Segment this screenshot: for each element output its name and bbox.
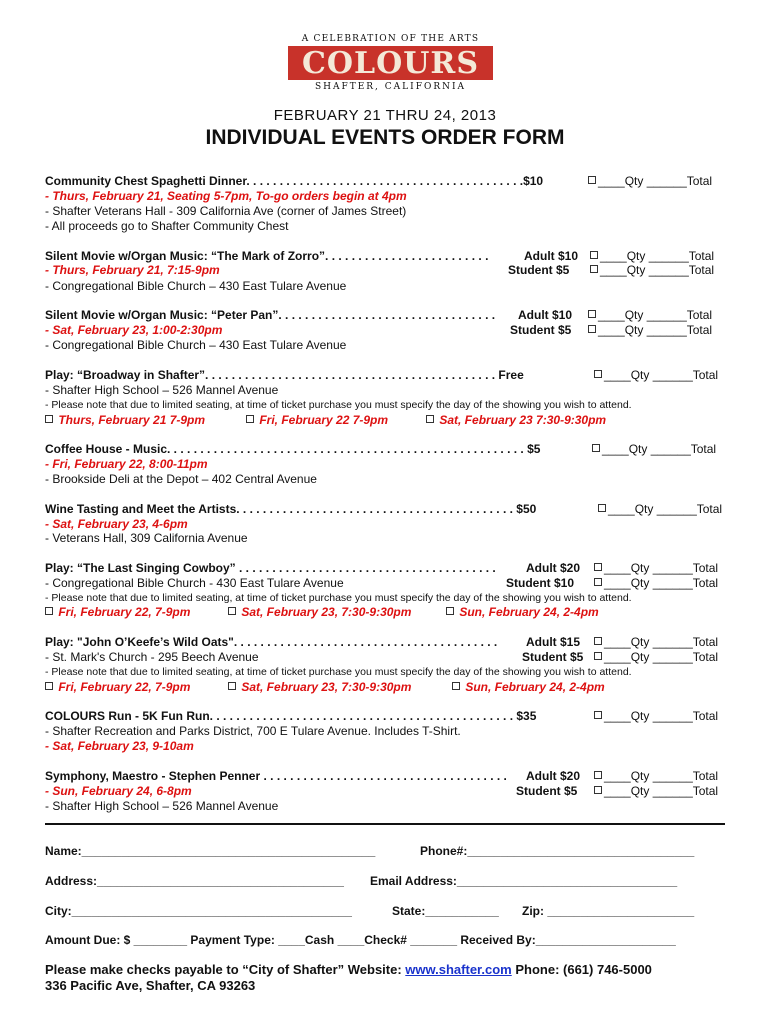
option-label: Sun, February 24, 2-4pm: [465, 680, 605, 694]
website-link[interactable]: www.shafter.com: [405, 962, 512, 977]
checkbox[interactable]: [594, 578, 602, 586]
qty-total-field[interactable]: [590, 249, 714, 263]
zip-field[interactable]: Zip: ______________________: [522, 904, 695, 918]
checkbox[interactable]: [588, 310, 596, 318]
adult-price: Adult $20: [526, 561, 581, 575]
checkbox[interactable]: [588, 325, 596, 333]
student-price: Student $5: [522, 650, 584, 664]
checkbox[interactable]: [588, 176, 596, 184]
city-field[interactable]: City:__________________________________________: [45, 904, 352, 918]
showing-option[interactable]: [446, 605, 599, 619]
checkbox[interactable]: [594, 786, 602, 794]
qty-label: ____Qty ______Total: [600, 249, 715, 263]
event-name: Play: "John O’Keefe’s Wild Oats". . . . . . . . . . . . . . . . . . . . . . . . . . . . . . . . . . . . . . . .: [45, 635, 498, 649]
checkbox[interactable]: [452, 682, 460, 690]
checkbox[interactable]: [594, 370, 602, 378]
event-date: - Sat, February 23, 9-10am: [45, 739, 194, 753]
event-venue: - Veterans Hall, 309 California Avenue: [45, 531, 248, 545]
event-name: Community Chest Spaghetti Dinner. . . . . . . . . . . . . . . . . . . . . . . . . . . . . . . . . . . . . . . . . .$10: [45, 174, 544, 188]
qty-label: ____Qty ______Total: [604, 769, 719, 783]
event-venue: - Congregational Bible Church - 430 East Tulare Avenue: [45, 576, 344, 590]
qty-total-field[interactable]: [594, 709, 718, 723]
qty-total-field[interactable]: [594, 784, 718, 798]
student-price: Student $5: [510, 323, 572, 337]
student-price: Student $5: [508, 263, 570, 277]
qty-total-field[interactable]: [598, 502, 722, 516]
qty-label: ____Qty ______Total: [598, 308, 713, 322]
qty-label: ____Qty ______Total: [600, 263, 715, 277]
email-field[interactable]: Email Address:_________________________________: [370, 874, 678, 888]
event-venue: - Congregational Bible Church – 430 East Tulare Avenue: [45, 279, 347, 293]
page-title: INDIVIDUAL EVENTS ORDER FORM: [205, 126, 565, 149]
option-label: Sat, February 23, 7:30-9:30pm: [241, 605, 412, 619]
checkbox[interactable]: [446, 607, 454, 615]
event-dates: FEBRUARY 21 THRU 24, 2013: [273, 107, 497, 124]
qty-label: ____Qty ______Total: [604, 784, 719, 798]
mailing-address: 336 Pacific Ave, Shafter, CA 93263: [45, 978, 256, 993]
adult-price: Adult $15: [526, 635, 581, 649]
colours-logo: [288, 34, 493, 92]
checkbox[interactable]: [45, 607, 53, 615]
qty-total-field[interactable]: [594, 368, 718, 382]
divider: [45, 823, 725, 825]
event-venue: - Shafter High School – 526 Mannel Avenue: [45, 383, 279, 397]
seating-note: - Please note that due to limited seating, at time of ticket purchase you must specify the day of the showing you wish to attend.: [45, 592, 632, 604]
seating-note: - Please note that due to limited seating, at time of ticket purchase you must specify the day of the showing you wish to attend.: [45, 666, 632, 678]
checkbox[interactable]: [426, 415, 434, 423]
qty-total-field[interactable]: [594, 650, 718, 664]
qty-label: ____Qty ______Total: [604, 368, 719, 382]
showing-option[interactable]: [426, 413, 606, 427]
qty-label: ____Qty ______Total: [604, 576, 719, 590]
event-name: Silent Movie w/Organ Music: “The Mark of Zorro”. . . . . . . . . . . . . . . . . . . . . . . . .: [45, 249, 489, 263]
event-name: Play: “Broadway in Shafter”. . . . . . . . . . . . . . . . . . . . . . . . . . . . . . . . . . . . . . . . . . . . Free: [45, 368, 524, 382]
checkbox[interactable]: [228, 682, 236, 690]
checkbox[interactable]: [590, 251, 598, 259]
showing-option[interactable]: [45, 605, 190, 619]
event-note: - All proceeds go to Shafter Community Chest: [45, 219, 289, 233]
address-field[interactable]: Address:_____________________________________: [45, 874, 344, 888]
event-name: COLOURS Run - 5K Fun Run. . . . . . . . . . . . . . . . . . . . . . . . . . . . . . . . . . . . . . . . . . . . . . $35: [45, 709, 537, 723]
showing-option[interactable]: [45, 680, 190, 694]
checkbox[interactable]: [598, 504, 606, 512]
adult-price: Adult $10: [518, 308, 573, 322]
student-price: Student $5: [516, 784, 578, 798]
qty-label: ____Qty ______Total: [604, 709, 719, 723]
checkbox[interactable]: [594, 563, 602, 571]
option-label: Sun, February 24, 2-4pm: [459, 605, 599, 619]
qty-total-field[interactable]: [590, 263, 714, 277]
option-label: Fri, February 22, 7-9pm: [58, 680, 191, 694]
checkbox[interactable]: [594, 771, 602, 779]
showing-option[interactable]: [452, 680, 605, 694]
checkbox[interactable]: [246, 415, 254, 423]
event-venue: - Shafter High School – 526 Mannel Avenue: [45, 799, 279, 813]
checkbox[interactable]: [594, 637, 602, 645]
event-date: - Sun, February 24, 6-8pm: [45, 784, 192, 798]
event-venue: - Brookside Deli at the Depot – 402 Central Avenue: [45, 472, 317, 486]
event-name: Play: “The Last Singing Cowboy” . . . . . . . . . . . . . . . . . . . . . . . . . . . . . . . . . . . . . . .: [45, 561, 496, 575]
name-field[interactable]: Name:____________________________________________: [45, 844, 376, 858]
event-name: Silent Movie w/Organ Music: “Peter Pan”. . . . . . . . . . . . . . . . . . . . . . . . . . . . . . . . .: [45, 308, 496, 322]
seating-note: - Please note that due to limited seating, at time of ticket purchase you must specify the day of the showing you wish to attend.: [45, 399, 632, 411]
event-venue: - Shafter Recreation and Parks District, 700 E Tulare Avenue. Includes T-Shirt.: [45, 724, 461, 738]
showing-option[interactable]: [45, 413, 205, 427]
logo-location: SHAFTER, CALIFORNIA: [314, 82, 467, 92]
checks-payable-line: [45, 962, 652, 977]
checkbox[interactable]: [228, 607, 236, 615]
logo-box: [288, 46, 493, 80]
qty-label: ____Qty ______Total: [608, 502, 723, 516]
option-label: Fri, February 22 7-9pm: [259, 413, 389, 427]
event-date: - Thurs, February 21, 7:15-9pm: [45, 263, 220, 277]
checkbox[interactable]: [594, 652, 602, 660]
event-venue: - Shafter Veterans Hall - 309 California Ave (corner of James Street): [45, 204, 407, 218]
checkbox[interactable]: [594, 711, 602, 719]
qty-total-field[interactable]: [588, 174, 712, 188]
event-date: - Thurs, February 21, Seating 5-7pm, To-go orders begin at 4pm: [45, 189, 407, 203]
qty-label: ____Qty ______Total: [598, 174, 713, 188]
qty-label: ____Qty ______Total: [604, 561, 719, 575]
adult-price: Adult $10: [524, 249, 579, 263]
phone-text: Phone: (661) 746-5000: [511, 962, 652, 977]
event-date: - Fri, February 22, 8:00-11pm: [45, 457, 208, 471]
event-date: - Sat, February 23, 1:00-2:30pm: [45, 323, 223, 337]
qty-total-field[interactable]: [594, 561, 718, 575]
option-label: Fri, February 22, 7-9pm: [58, 605, 191, 619]
logo-tagline: A CELEBRATION OF THE ARTS: [301, 34, 480, 44]
event-venue: - St. Mark's Church - 295 Beech Avenue: [45, 650, 259, 664]
checkbox[interactable]: [45, 415, 53, 423]
qty-label: ____Qty ______Total: [602, 442, 717, 456]
adult-price: Adult $20: [526, 769, 581, 783]
showing-option[interactable]: [228, 605, 411, 619]
event-name: Coffee House - Music. . . . . . . . . . . . . . . . . . . . . . . . . . . . . . . . . . . . . . . . . . . . . . . . . . . . . . $5: [45, 442, 541, 456]
qty-total-field[interactable]: [592, 442, 716, 456]
event-name: Wine Tasting and Meet the Artists. . . . . . . . . . . . . . . . . . . . . . . . . . . . . . . . . . . . . . . . . . $50: [45, 502, 537, 516]
qty-total-field[interactable]: [594, 635, 718, 649]
qty-label: ____Qty ______Total: [598, 323, 713, 337]
showing-option[interactable]: [228, 680, 411, 694]
event-venue: - Congregational Bible Church – 430 East Tulare Avenue: [45, 338, 347, 352]
checkbox[interactable]: [590, 265, 598, 273]
qty-total-field[interactable]: [594, 769, 718, 783]
showing-option[interactable]: [246, 413, 388, 427]
qty-label: ____Qty ______Total: [604, 650, 719, 664]
qty-total-field[interactable]: [588, 308, 712, 322]
phone-field[interactable]: Phone#:__________________________________: [420, 844, 695, 858]
checks-text: Please make checks payable to “City of Shafter” Website:: [45, 962, 406, 977]
event-name: Symphony, Maestro - Stephen Penner . . . . . . . . . . . . . . . . . . . . . . . . . . . . . . . . . . . . .: [45, 769, 507, 783]
student-price: Student $10: [506, 576, 575, 590]
event-date: - Sat, February 23, 4-6pm: [45, 517, 188, 531]
option-label: Sat, February 23, 7:30-9:30pm: [241, 680, 412, 694]
logo-word: COLOURS: [302, 45, 479, 81]
option-label: Sat, February 23 7:30-9:30pm: [439, 413, 607, 427]
checkbox[interactable]: [45, 682, 53, 690]
checkbox[interactable]: [592, 444, 600, 452]
qty-label: ____Qty ______Total: [604, 635, 719, 649]
option-label: Thurs, February 21 7-9pm: [58, 413, 206, 427]
qty-total-field[interactable]: [594, 576, 718, 590]
state-field[interactable]: State:___________: [392, 904, 499, 918]
payment-line[interactable]: Amount Due: $ ________ Payment Type: ____Cash ____Check# _______ Received By:_____________________: [45, 933, 676, 947]
qty-total-field[interactable]: [588, 323, 712, 337]
